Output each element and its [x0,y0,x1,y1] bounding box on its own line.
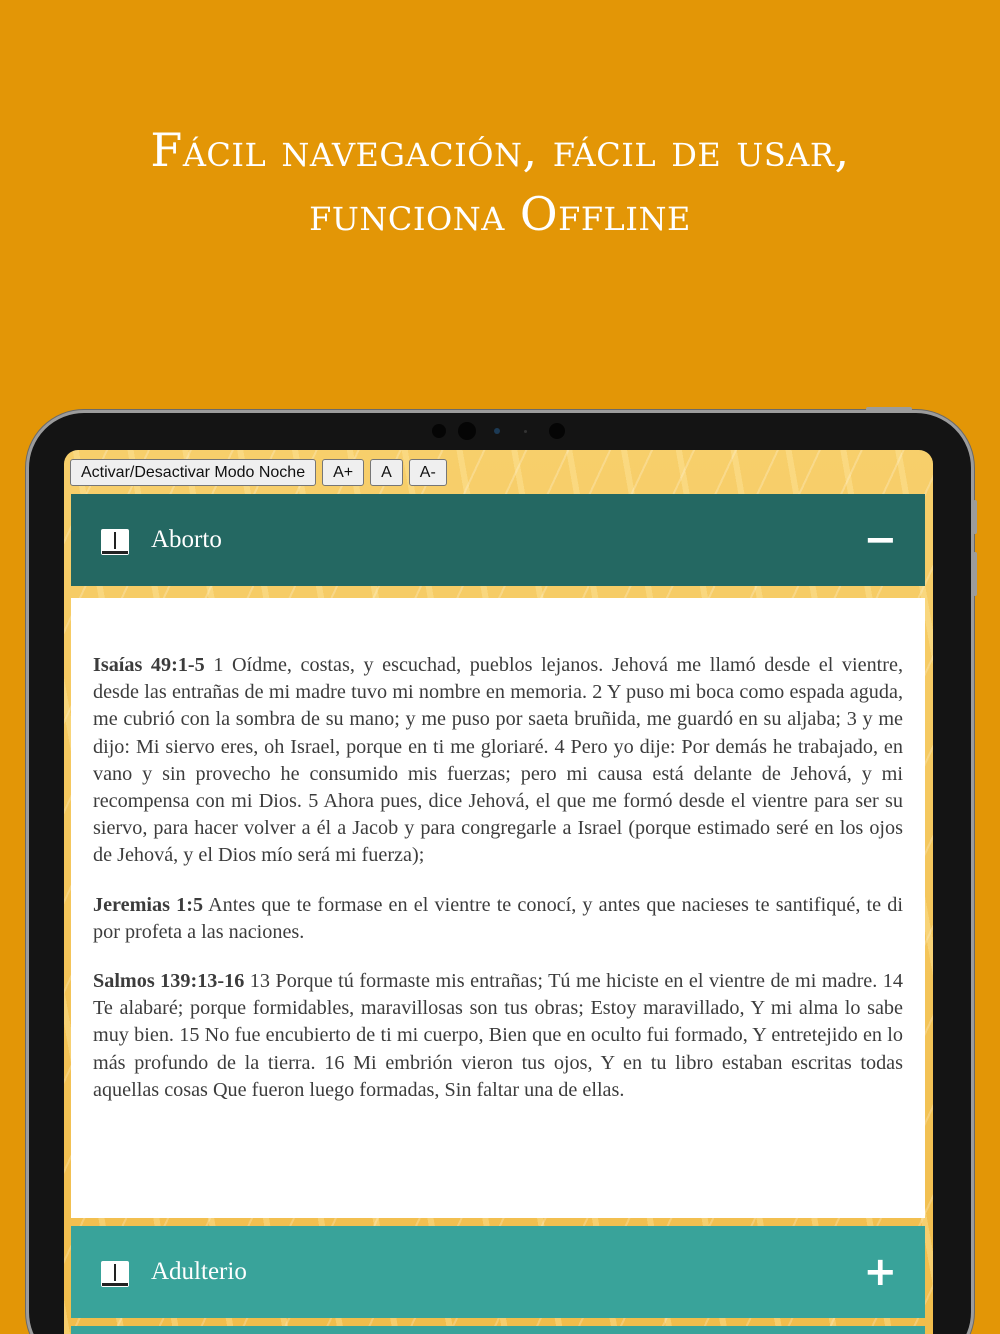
app-screen [64,450,933,1334]
accordion-header-adulterio[interactable] [71,1226,925,1318]
side-button-upper [973,500,977,534]
passage [93,652,903,870]
volume-button [866,407,912,411]
night-mode-button[interactable]: Activar/Desactivar Modo Noche [70,459,316,486]
accordion-panel-aborto [71,598,925,1218]
passage-reference: Salmos 139:13-16 [93,970,245,993]
section-title: Adulterio [151,1258,247,1285]
book-icon [101,1261,129,1283]
promo-headline [0,118,1000,246]
passage-text: 13 Porque tú formaste mis entrañas; Tú me hiciste en el vientre de mi madre. 14 Te alabaré; porque formidables, maravillosas son tus obras; Estoy maravillado, Y mi alma lo sabe muy bien. 15 No fue encubierto de ti mi cuerpo, Bien que en oculto fui formado, Y entretejido en lo más profundo de la tierra. 16 Mi embrión vieron tus ojos, Y en tu libro estaban escritas todas aquellas cosas Que fueron luego formadas, Sin faltar una de ellas. [93,970,903,1101]
sensor-icon [494,428,500,434]
sensor-dot-icon [524,430,527,433]
collapse-icon[interactable]: − [863,517,897,563]
font-reset-button[interactable]: A [370,459,403,486]
promo-line-2: funciona Offline [309,187,691,241]
font-increase-button[interactable]: A+ [322,459,364,486]
book-icon [101,529,129,551]
accordion-header-aborto[interactable] [71,494,925,586]
passage-reference: Jeremias 1:5 [93,893,204,916]
expand-icon[interactable]: + [863,1249,897,1295]
font-decrease-button[interactable]: A- [409,459,447,486]
accordion-header-next[interactable] [71,1326,925,1334]
passage-reference: Isaías 49:1-5 [93,654,205,676]
flash-icon [549,423,565,439]
passage-text: Antes que te formase en el vientre te conocí, y antes que nacieses te santifiqué, te di por profeta a las naciones. [93,893,903,943]
camera-lens-icon [458,422,476,440]
promo-line-1: Fácil navegación, fácil de usar, [150,123,850,177]
toolbar [70,459,447,486]
passage [93,892,903,946]
side-button-lower [973,552,977,596]
passage [93,968,903,1104]
camera-icon [432,424,446,438]
passage-text: 1 Oídme, costas, y escuchad, pueblos lejanos. Jehová me llamó desde el vientre, desde las entrañas de mi madre tuvo mi nombre en memoria. 2 Y puso mi boca como espada aguda, me cubrió con la sombra de su mano; y me puso por saeta bruñida, me guardó en su aljaba; 3 y me dijo: Mi siervo eres, oh Israel, porque en ti me gloriaré. 4 Pero yo dije: Por demás he trabajado, en vano y sin provecho he consumido mis fuerzas; pero mi causa está delante de Jehová, y mi recompensa con mi Dios. 5 Ahora pues, dice Jehová, el que me formó desde el vientre para ser su siervo, para hacer volver a él a Jacob y para congregarle a Israel (porque estimado seré en los ojos de Jehová, y el Dios mío será mi fuerza); [93,654,903,867]
section-title: Aborto [151,526,222,553]
